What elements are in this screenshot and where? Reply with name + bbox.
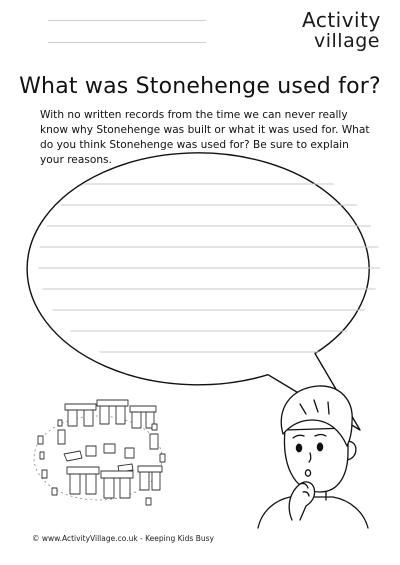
page-title: What was Stonehenge used for?	[19, 74, 381, 99]
thinking-boy-illustration	[258, 386, 368, 528]
footer-copyright: © www.ActivityVillage.co.uk - Keeping Kids Busy	[32, 534, 214, 543]
speech-bubble	[27, 153, 390, 430]
stonehenge-illustration	[34, 400, 165, 505]
logo-line-1: Activity	[302, 8, 381, 32]
instructions-text: With no written records from the time we can never really know why Stonehenge was built or what it was used for. What do you think Stonehenge was used for? Be sure to explain your reasons.	[40, 109, 370, 166]
boy-shoulders	[258, 497, 368, 528]
logo-line-2: village	[314, 30, 380, 52]
